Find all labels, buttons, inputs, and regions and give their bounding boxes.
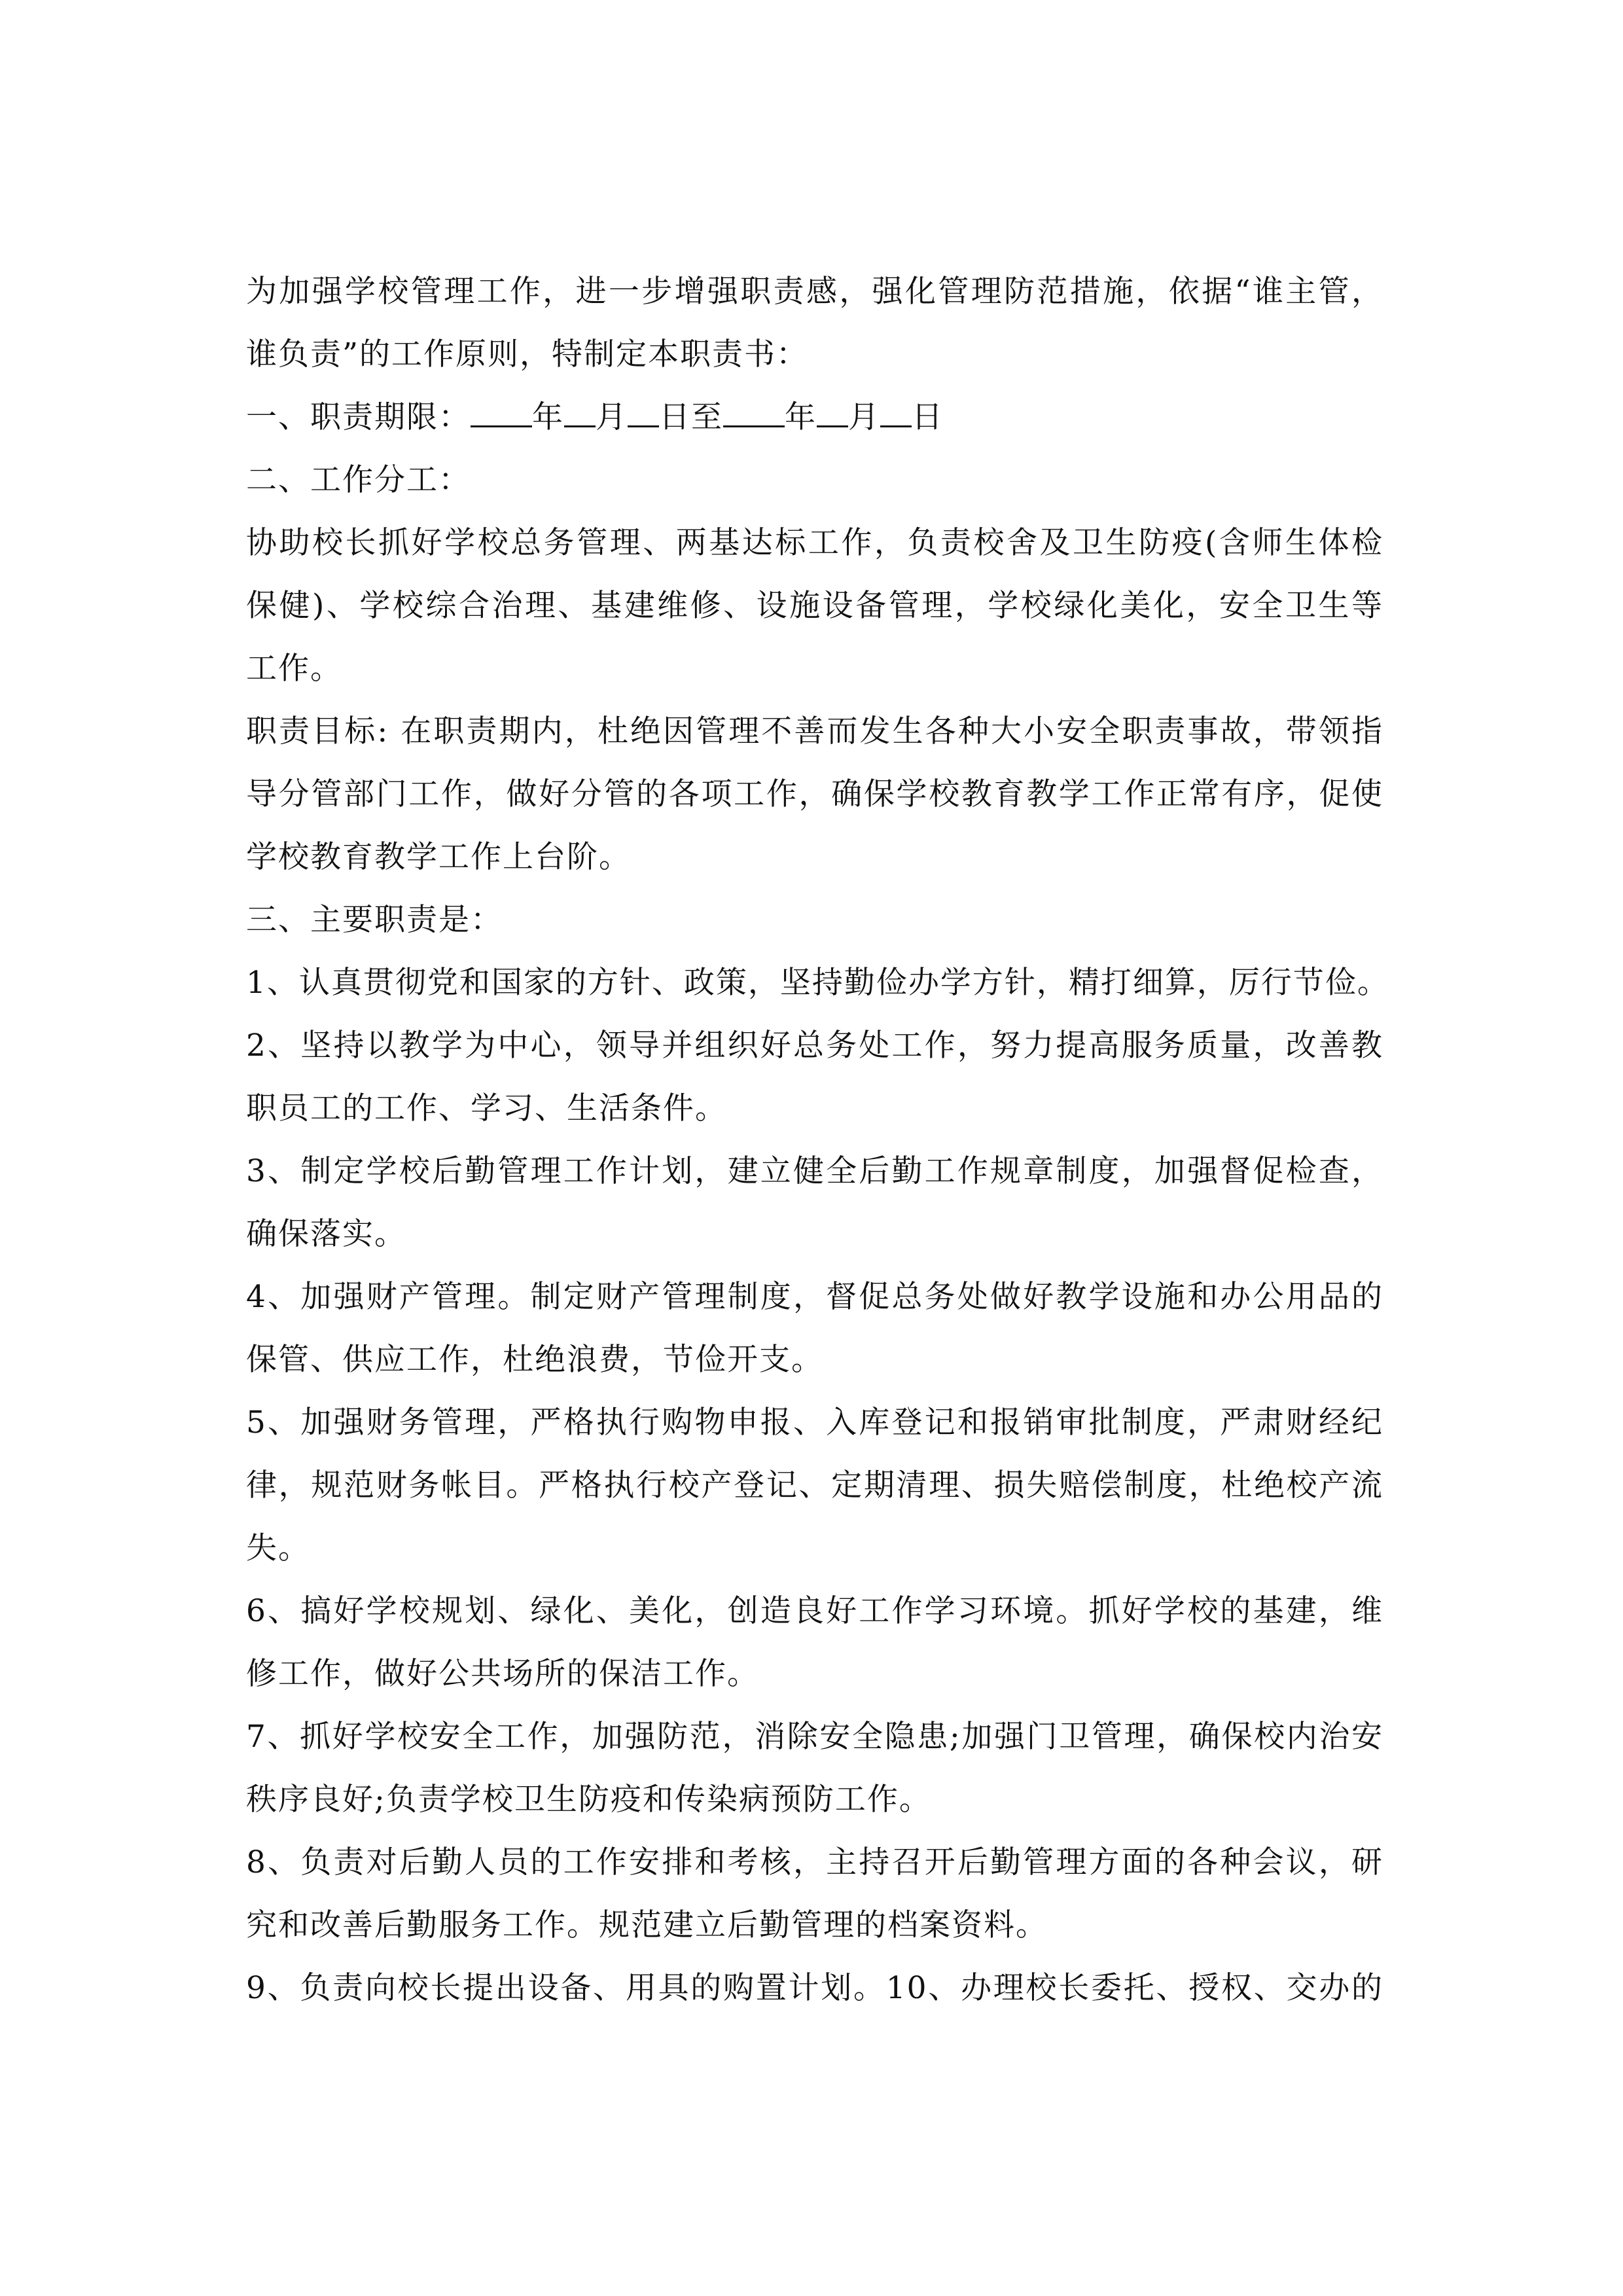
month-blank (564, 399, 596, 427)
term-month2: 月 (848, 399, 880, 435)
item-5-line-3: 失。 (246, 1530, 310, 1566)
item-6-line-2: 修工作，做好公共场所的保洁工作。 (246, 1656, 759, 1692)
day-blank (628, 399, 659, 427)
item-4-line-2: 保管、供应工作，杜绝浪费，节俭开支。 (246, 1342, 823, 1378)
year2-blank (723, 399, 785, 427)
term-line (246, 386, 1383, 449)
item-7-line-1: 7、抓好学校安全工作，加强防范，消除安全隐患;加强门卫管理，确保校内治安 (246, 1719, 1383, 1755)
term-year: 年 (532, 399, 564, 435)
day2-blank (880, 399, 912, 427)
duties-heading: 三、主要职责是： (246, 902, 503, 938)
item-7-line-2: 秩序良好;负责学校卫生防疫和传染病预防工作。 (246, 1782, 931, 1818)
item-8-line-1: 8、负责对后勤人员的工作安排和考核，主持召开后勤管理方面的各种会议，研 (246, 1844, 1383, 1880)
goal-line-2: 导分管部门工作，做好分管的各项工作，确保学校教育教学工作正常有序，促使 (246, 776, 1383, 812)
term-month: 月 (596, 399, 628, 435)
term-day2: 日 (912, 399, 944, 435)
term-year2: 年 (785, 399, 817, 435)
item-9-line-1: 9、负责向校长提出设备、用具的购置计划。10、办理校长委托、授权、交办的 (246, 1970, 1383, 2006)
goal-line-3: 学校教育教学工作上台阶。 (246, 839, 631, 875)
intro-line-1: 为加强学校管理工作，进一步增强职责感，强化管理防范措施，依据“谁主管， (246, 274, 1383, 310)
item-3-line-2: 确保落实。 (246, 1216, 406, 1252)
item-5-line-1: 5、加强财务管理，严格执行购物申报、入库登记和报销审批制度，严肃财经纪 (246, 1405, 1383, 1441)
term-day-to: 日至 (659, 399, 723, 435)
item-2-line-2: 职员工的工作、学习、生活条件。 (246, 1090, 727, 1126)
division-heading: 二、工作分工： (246, 462, 471, 498)
division-line-3: 工作。 (246, 651, 342, 687)
division-line-1: 协助校长抓好学校总务管理、两基达标工作，负责校舍及卫生防疫(含师生体检 (246, 525, 1383, 561)
goal-line-1: 职责目标: 在职责期内，杜绝因管理不善而发生各种大小安全职责事故，带领指 (246, 713, 1383, 749)
division-line-2: 保健)、学校综合治理、基建维修、设施设备管理，学校绿化美化，安全卫生等 (246, 588, 1383, 624)
item-2-line-1: 2、坚持以教学为中心，领导并组织好总务处工作，努力提高服务质量，改善教 (246, 1028, 1383, 1064)
term-label: 一、职责期限： (246, 399, 471, 435)
month2-blank (817, 399, 848, 427)
item-3-line-1: 3、制定学校后勤管理工作计划，建立健全后勤工作规章制度，加强督促检查， (246, 1153, 1383, 1189)
document-page (246, 260, 1389, 2020)
item-5-line-2: 律，规范财务帐目。严格执行校产登记、定期清理、损失赔偿制度，杜绝校产流 (246, 1467, 1383, 1503)
item-6-line-1: 6、搞好学校规划、绿化、美化，创造良好工作学习环境。抓好学校的基建，维 (246, 1593, 1383, 1629)
year-blank (471, 399, 532, 427)
intro-line-2: 谁负责”的工作原则，特制定本职责书： (246, 336, 809, 372)
item-4-line-1: 4、加强财产管理。制定财产管理制度，督促总务处做好教学设施和办公用品的 (246, 1279, 1383, 1315)
item-1-line-1: 1、认真贯彻党和国家的方针、政策，坚持勤俭办学方针，精打细算，厉行节俭。 (246, 965, 1389, 1001)
item-8-line-2: 究和改善后勤服务工作。规范建立后勤管理的档案资料。 (246, 1907, 1048, 1943)
